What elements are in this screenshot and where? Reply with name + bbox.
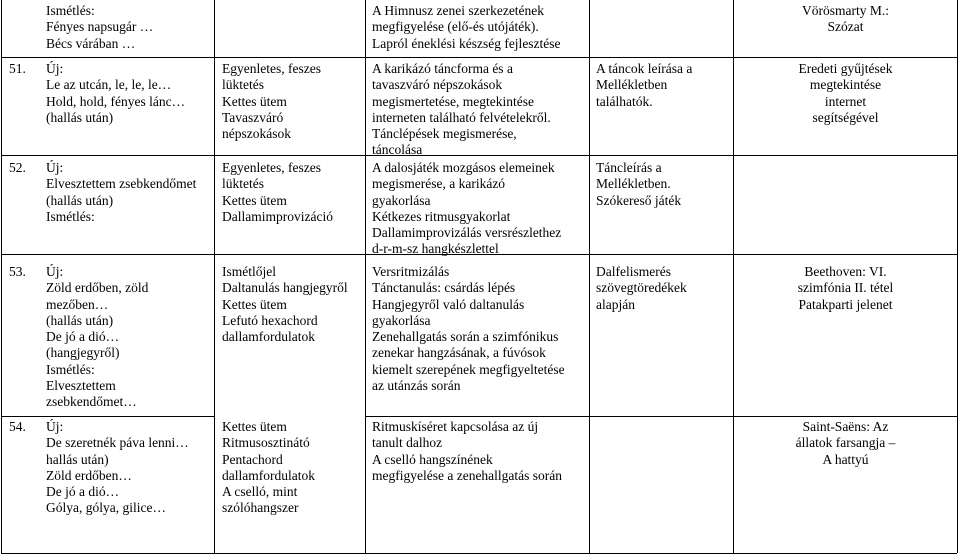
cell-text: Ritmuskíséret kapcsolása az új (372, 419, 539, 434)
cell-text: De jó a dió… (46, 329, 120, 345)
cell-text: állatok farsangja – (795, 435, 896, 451)
cell-text: Daltanulás hangjegyről (222, 280, 348, 296)
lesson-songs (46, 419, 189, 517)
column-divider (365, 0, 366, 553)
row-divider (365, 416, 957, 417)
lesson-number: 54. (9, 419, 26, 434)
cell-text: Bécs várában … (46, 35, 136, 51)
col3-intro (372, 3, 561, 52)
cell-text: Mellékletben. (596, 176, 671, 192)
cell-text: Hangjegyről való daltanulás (372, 296, 525, 312)
cell-text: megfigyelése a zenehallgatás során (372, 467, 563, 483)
cell-text: zsebkendőmet… (46, 394, 137, 410)
cell-text: segítségével (812, 109, 879, 125)
cell-text: Le az utcán, le, le, le… (46, 77, 172, 93)
col2-cell (222, 419, 315, 517)
col2-cell (222, 61, 321, 142)
lesson-songs (46, 160, 196, 225)
cell-text: Hold, hold, fényes lánc… (46, 93, 186, 109)
table-border (1, 0, 2, 553)
cell-text: Tánclépések megismerése, (372, 126, 517, 142)
cell-text: lüktetés (222, 77, 264, 93)
cell-text: Egyenletes, feszes (222, 160, 321, 175)
col5-cell (734, 61, 957, 126)
col4-cell (596, 61, 692, 110)
cell-text: megfigyelése (elő-és utójáték). (372, 19, 539, 35)
cell-text: Dallamimprovizálás versrészlethez (372, 225, 562, 241)
col3-cell (372, 61, 551, 159)
lesson-songs (46, 61, 185, 126)
cell-text: Beethoven: VI. (804, 264, 887, 279)
column-divider (589, 0, 590, 553)
cell-text: (hallás után) (46, 109, 114, 125)
cell-text: Szókereső játék (596, 192, 682, 208)
cell-text: Ismétlőjel (222, 264, 276, 279)
cell-text: Elvesztettem zsebkendőmet (46, 176, 197, 192)
cell-text: Vörösmarty M.: (802, 3, 889, 18)
cell-text: Dallamimprovizáció (222, 208, 333, 224)
cell-text: Ritmusosztinátó (222, 435, 310, 451)
cell-text: Patakparti jelenet (798, 296, 893, 312)
cell-text: Kettes ütem (222, 419, 287, 434)
cell-text: szólóhangszer (222, 500, 299, 516)
column-divider (214, 0, 215, 553)
table-border (1, 553, 957, 554)
cell-text: dallamfordulatok (222, 329, 315, 345)
cell-text: szimfónia II. tétel (797, 280, 894, 296)
col5-intro (734, 3, 957, 36)
col4-cell (596, 264, 687, 313)
cell-text: Dalfelismerés (596, 264, 671, 279)
cell-text: táncolása (372, 142, 423, 158)
row-divider (1, 57, 957, 58)
cell-text: Ismétlés: (46, 208, 95, 224)
cell-text: Ismétlés: (46, 361, 95, 377)
cell-text: népszokások (222, 126, 291, 142)
cell-text: alapján (596, 296, 635, 312)
cell-text: Új: (46, 61, 64, 76)
lesson-number: 51. (9, 61, 26, 76)
cell-text: Lapról éneklési készség fejlesztése (372, 35, 561, 51)
cell-text: Táncleírás a (596, 160, 662, 175)
cell-text: Elvesztettem (46, 378, 116, 394)
cell-text: gyakorlása (372, 192, 431, 208)
lesson-number: 52. (9, 160, 26, 175)
cell-text: Új: (46, 264, 64, 279)
cell-text: mezőben… (46, 296, 109, 312)
col5-cell (734, 419, 957, 468)
col5-cell (734, 264, 957, 313)
cell-text: Pentachord (222, 451, 283, 467)
cell-text: gyakorlása (372, 312, 431, 328)
cell-text: tanult dalhoz (372, 435, 443, 451)
cell-text: Zöld erdőben, zöld (46, 280, 149, 296)
cell-text: Kettes ütem (222, 192, 287, 208)
col3-cell (372, 160, 561, 258)
col2-cell (222, 264, 348, 345)
cell-text: zenekar hangzásának, a fúvósok (372, 345, 546, 361)
cell-text: interneten található felvételekről. (372, 109, 551, 125)
cell-text: A cselló, mint (222, 484, 298, 500)
cell-text: d-r-m-sz hangkészlettel (372, 241, 499, 257)
col1-intro (46, 3, 153, 52)
col3-cell (372, 419, 562, 484)
cell-text: Zöld erdőben… (46, 467, 132, 483)
col3-cell (372, 264, 565, 394)
cell-text: De szeretnék páva lenni… (46, 435, 189, 451)
lesson-songs (46, 264, 148, 411)
cell-text: tavaszváró népszokások (372, 77, 503, 93)
cell-text: (hallás után) (46, 312, 114, 328)
cell-text: megismertetése, megtekintése (372, 93, 534, 109)
cell-text: hallás után) (46, 451, 109, 467)
cell-text: A táncok leírása a (596, 61, 693, 76)
cell-text: Kétkezes ritmusgyakorlat (372, 208, 511, 224)
cell-text: Mellékletben (596, 77, 668, 93)
cell-text: lüktetés (222, 176, 264, 192)
cell-text: kiemelt szerepének megfigyeltetése (372, 361, 565, 377)
cell-text: Kettes ütem (222, 93, 287, 109)
cell-text: (hangjegyről) (46, 345, 120, 361)
cell-text: internet (824, 93, 867, 109)
cell-text: A dalosjáték mozgásos elemeinek (372, 160, 555, 175)
cell-text: A karikázó táncforma és a (372, 61, 513, 76)
row-divider (1, 416, 214, 417)
table-border (957, 0, 958, 553)
cell-text: az utánzás során (372, 378, 461, 394)
cell-text: szövegtöredékek (596, 280, 687, 296)
cell-text: A hattyú (822, 451, 869, 467)
cell-text: A cselló hangszínének (372, 451, 493, 467)
cell-text: Zenehallgatás során a szimfónikus (372, 329, 559, 345)
cell-text: Versritmizálás (372, 264, 450, 279)
cell-text: Egyenletes, feszes (222, 61, 321, 76)
cell-text: megismerése, a karikázó (372, 176, 506, 192)
cell-text: Tavaszváró (222, 109, 284, 125)
cell-text: Szózat (827, 19, 864, 35)
cell-text: De jó a dió… (46, 484, 120, 500)
cell-text: A Himnusz zenei szerkezetének (372, 3, 545, 18)
col4-cell (596, 160, 681, 209)
col2-cell (222, 160, 333, 225)
cell-text: Tánctanulás: csárdás lépés (372, 280, 516, 296)
cell-text: Eredeti gyűjtések (798, 61, 893, 76)
cell-text: Új: (46, 419, 64, 434)
cell-text: Kettes ütem (222, 296, 287, 312)
cell-text: Saint-Saëns: Az (802, 419, 889, 434)
cell-text: Fényes napsugár … (46, 19, 154, 35)
cell-text: (hallás után) (46, 192, 114, 208)
lesson-number: 53. (9, 264, 26, 279)
cell-text: megtekintése (809, 77, 882, 93)
cell-text: Lefutó hexachord (222, 312, 318, 328)
cell-text: Ismétlés: (46, 3, 95, 18)
cell-text: Gólya, gólya, gilice… (46, 500, 166, 516)
cell-text: találhatók. (596, 93, 653, 109)
cell-text: dallamfordulatok (222, 467, 315, 483)
cell-text: Új: (46, 160, 64, 175)
